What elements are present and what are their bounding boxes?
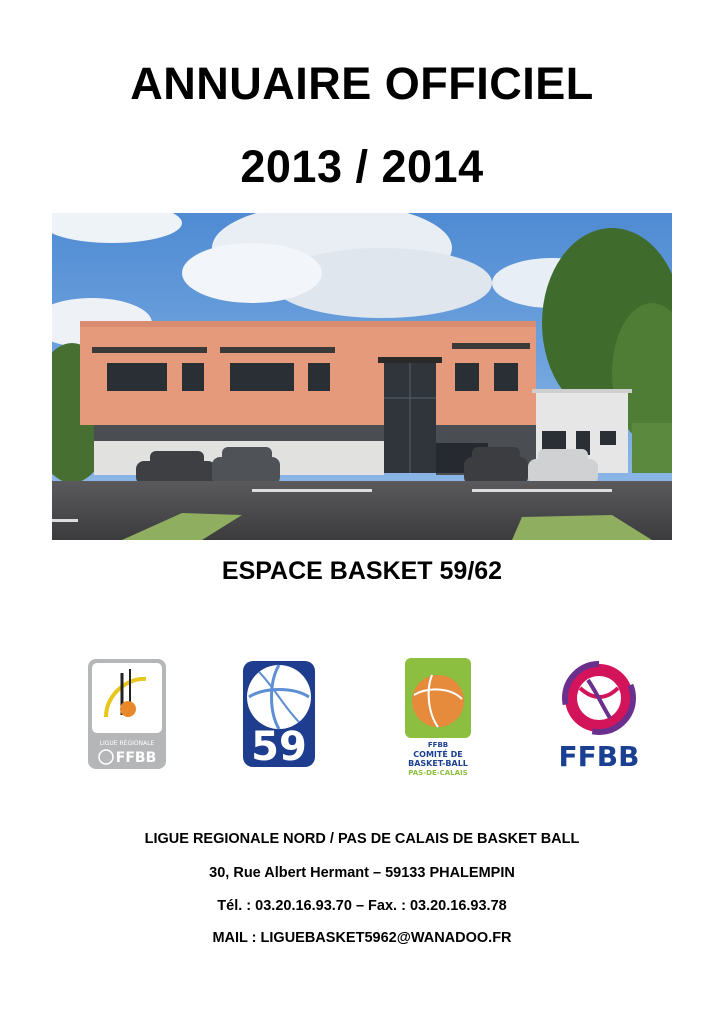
building-photo <box>52 213 672 540</box>
ligue-regionale-logo <box>86 657 168 771</box>
comite-59-logo <box>239 657 319 771</box>
document-season: 2013 / 2014 <box>240 141 484 192</box>
document-title: ANNUAIRE OFFICIEL <box>130 58 594 109</box>
email: MAIL : LIGUEBASKET5962@WANADOO.FR <box>212 930 512 946</box>
ffbb-logo <box>558 660 640 770</box>
comite-logo-line2: BASKET-BALL <box>408 759 468 768</box>
comite-logo-brand: FFBB <box>427 741 449 749</box>
comite-pas-de-calais-logo <box>402 655 474 779</box>
cd59-number: 59 <box>251 724 307 770</box>
comite-logo-line3: PAS-DE-CALAIS <box>408 769 468 777</box>
building-name: ESPACE BASKET 59/62 <box>221 557 503 585</box>
comite-logo-line1: COMITÉ DE <box>413 750 463 759</box>
phone-fax: Tél. : 03.20.16.93.70 – Fax. : 03.20.16.93.78 <box>217 898 507 914</box>
ligue-logo-brand: FFBB <box>115 750 157 766</box>
ffbb-brand: FFBB <box>558 740 640 770</box>
organization-name: LIGUE REGIONALE NORD / PAS DE CALAIS DE BASKET BALL <box>144 831 580 847</box>
address: 30, Rue Albert Hermant – 59133 PHALEMPIN <box>209 865 515 881</box>
ligue-logo-text: LIGUE RÉGIONALE <box>99 740 155 747</box>
